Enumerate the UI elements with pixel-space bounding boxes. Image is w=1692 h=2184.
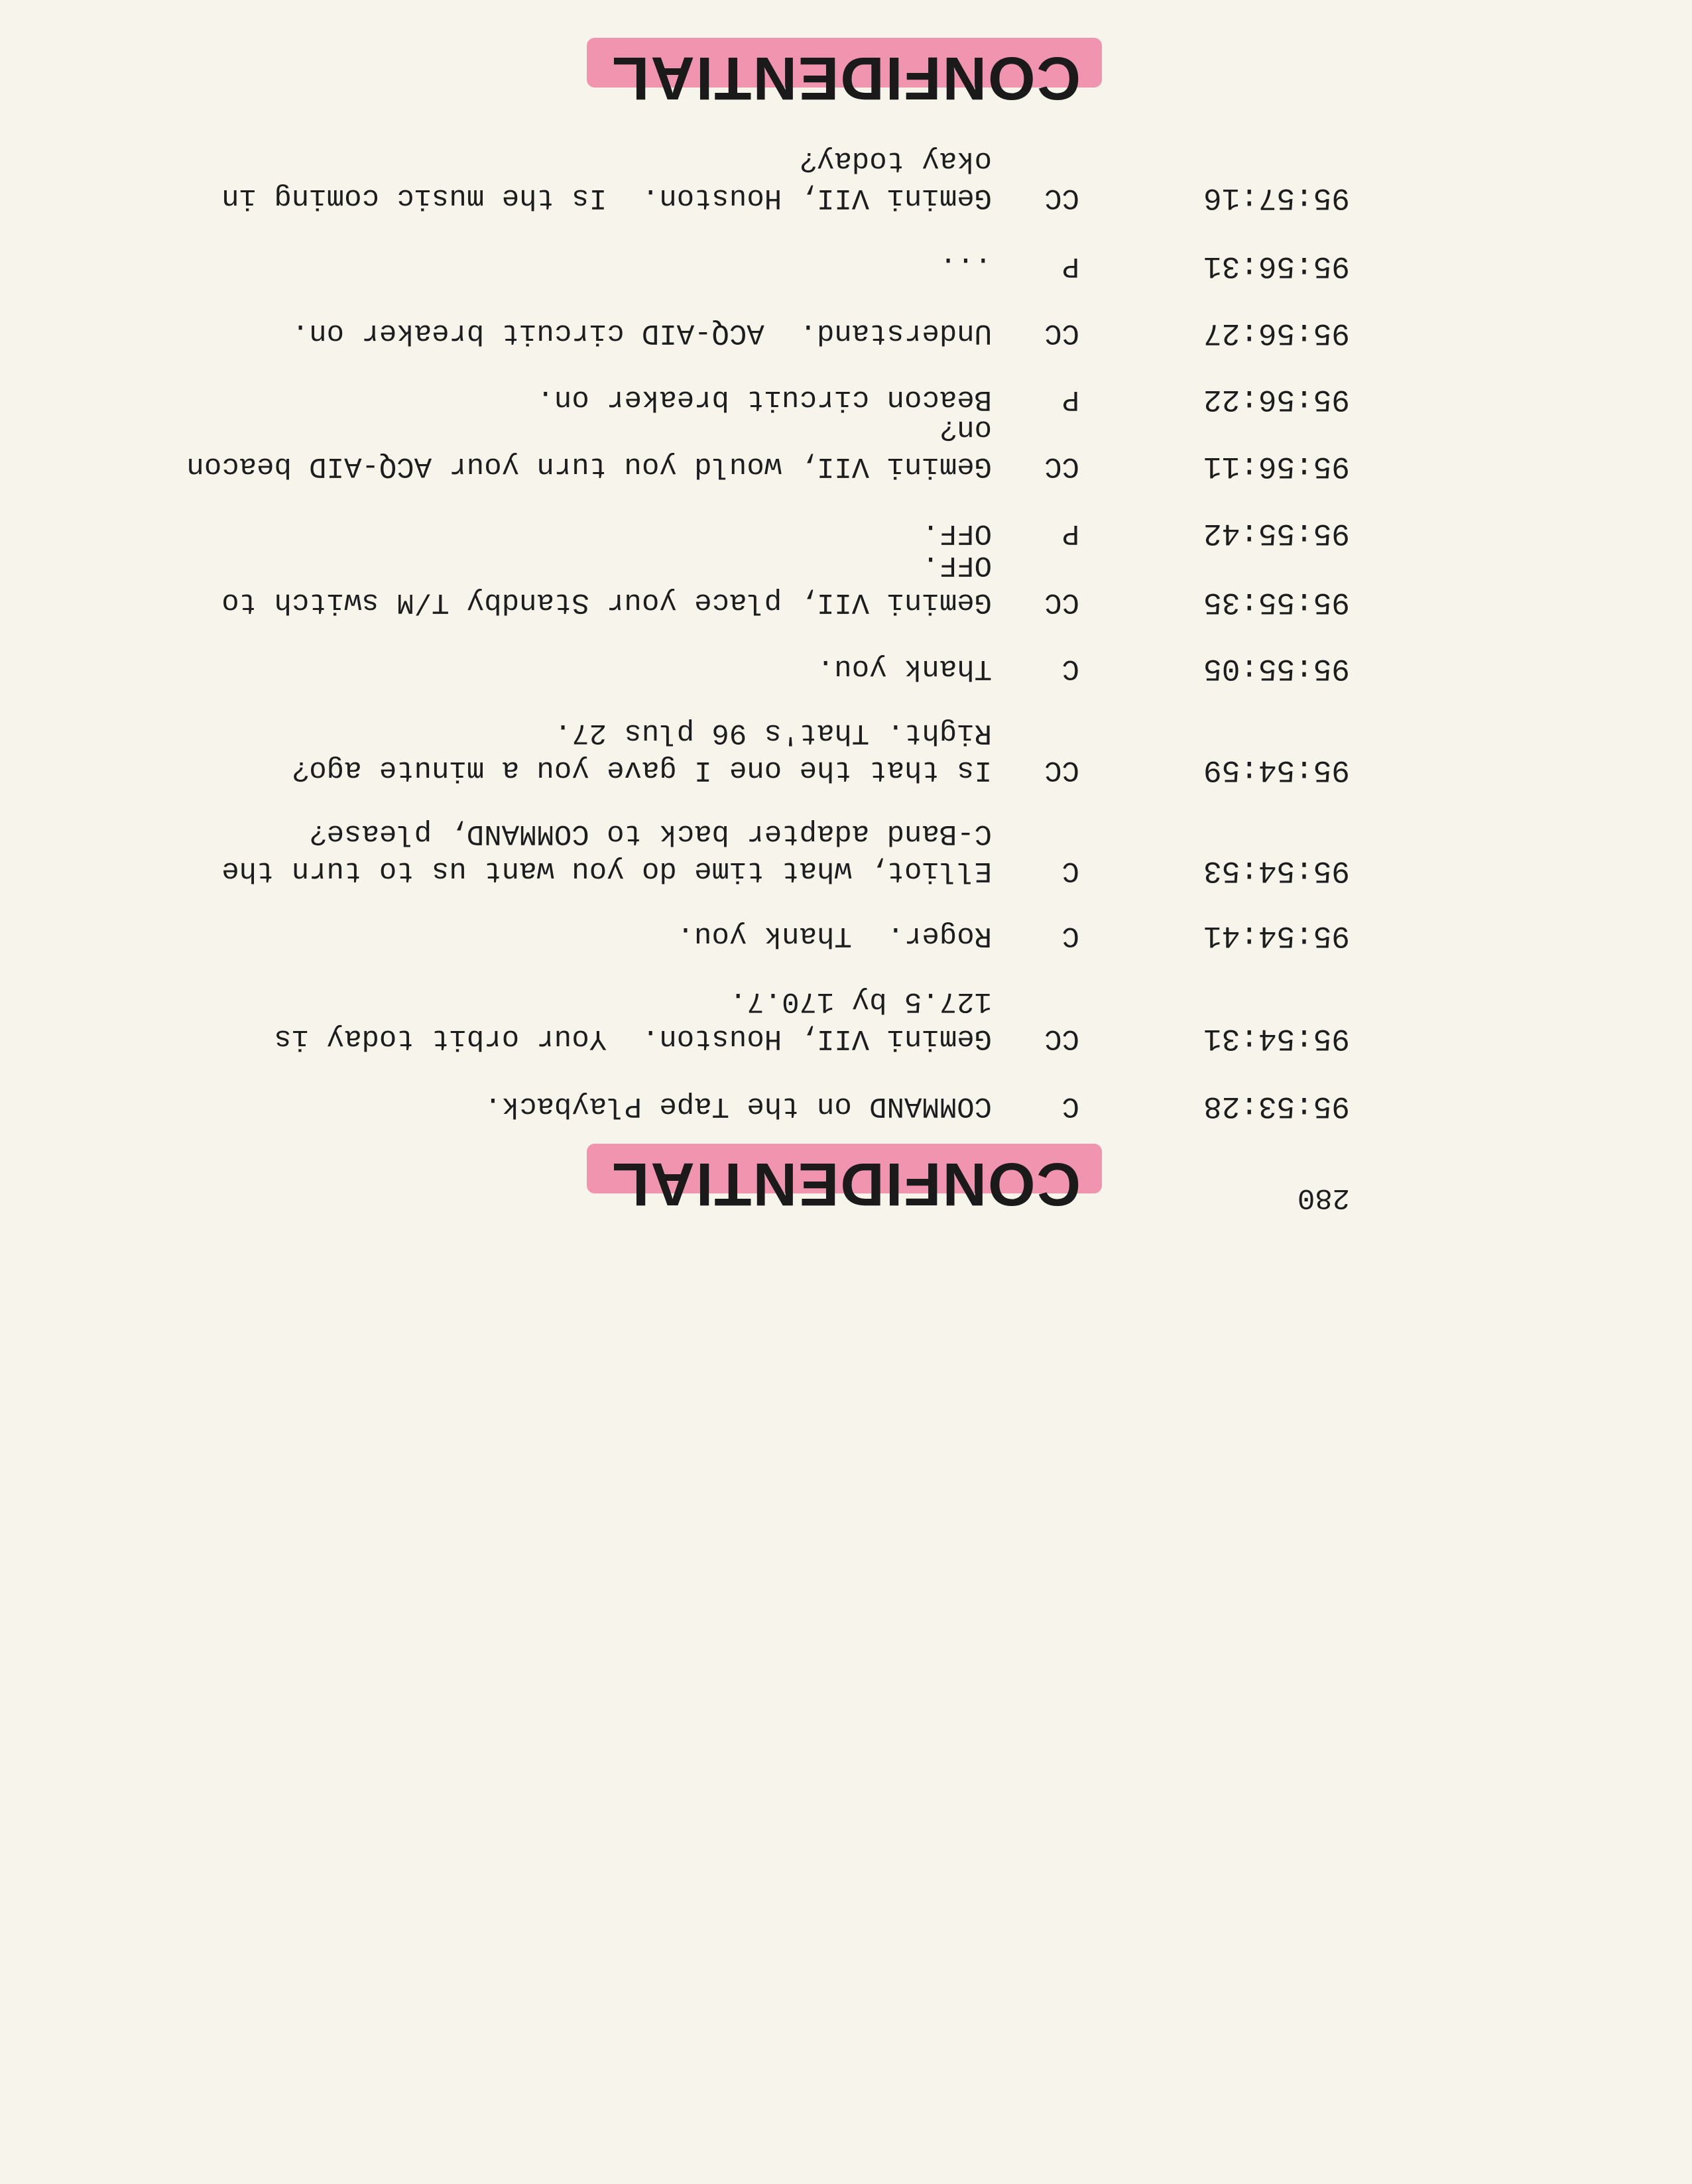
timestamp: 95:54:59 xyxy=(1203,753,1350,787)
timestamp: 95:55:35 xyxy=(1203,585,1350,619)
timestamp: 95:56:27 xyxy=(1203,316,1350,350)
timestamp: 95:54:53 xyxy=(1203,853,1350,888)
speaker: P xyxy=(1061,516,1079,550)
utterance: COMMAND on the Tape Playback. xyxy=(484,1089,992,1122)
utterance: OFF. xyxy=(922,516,992,550)
speaker: C xyxy=(1061,652,1079,685)
confidential-stamp-bottom: CONFIDENTIAL xyxy=(596,42,1095,117)
speaker: P xyxy=(1061,249,1079,282)
speaker: C xyxy=(1061,854,1079,887)
utterance: Is that the one I gave you a minute ago? Right. That's 96 plus 27. xyxy=(257,716,992,786)
utterance: Roger. Thank you. xyxy=(676,919,992,952)
timestamp: 95:54:41 xyxy=(1203,918,1350,953)
timestamp: 95:57:16 xyxy=(1203,180,1350,215)
utterance: ... xyxy=(939,249,992,282)
speaker: CC xyxy=(1044,181,1079,214)
timestamp: 95:56:11 xyxy=(1203,449,1350,483)
utterance: Beacon circuit breaker on. xyxy=(536,383,992,416)
speaker: C xyxy=(1061,1089,1079,1122)
speaker: CC xyxy=(1044,585,1079,619)
timestamp: 95:56:22 xyxy=(1203,382,1350,416)
speaker: CC xyxy=(1044,1022,1079,1055)
timestamp: 95:54:31 xyxy=(1203,1021,1350,1056)
timestamp: 95:56:31 xyxy=(1203,249,1350,283)
speaker: P xyxy=(1061,383,1079,416)
speaker: CC xyxy=(1044,753,1079,786)
utterance: Gemini VII, Houston. Is the music coming in okay today? xyxy=(204,144,992,214)
speaker: CC xyxy=(1044,450,1079,483)
speaker: C xyxy=(1061,919,1079,952)
utterance: Elliot, what time do you want us to turn the C-Band adapter back to COMMAND, please? xyxy=(204,817,992,887)
page-number: 280 xyxy=(1297,1181,1350,1214)
speaker: CC xyxy=(1044,316,1079,349)
utterance: Thank you. xyxy=(816,652,992,685)
utterance: Gemini VII, place your Standby T/M switch to OFF. xyxy=(204,548,992,619)
confidential-stamp-top: CONFIDENTIAL xyxy=(596,1148,1095,1223)
timestamp: 95:53:28 xyxy=(1203,1089,1350,1123)
utterance: Understand. ACQ-AID circuit breaker on. xyxy=(291,316,992,349)
utterance: Gemini VII, would you turn your ACQ-AID beacon on? xyxy=(168,412,992,483)
utterance: Gemini VII, Houston. Your orbit today is 127.5 by 170.7. xyxy=(257,985,992,1055)
timestamp: 95:55:05 xyxy=(1203,651,1350,686)
timestamp: 95:55:42 xyxy=(1203,516,1350,550)
